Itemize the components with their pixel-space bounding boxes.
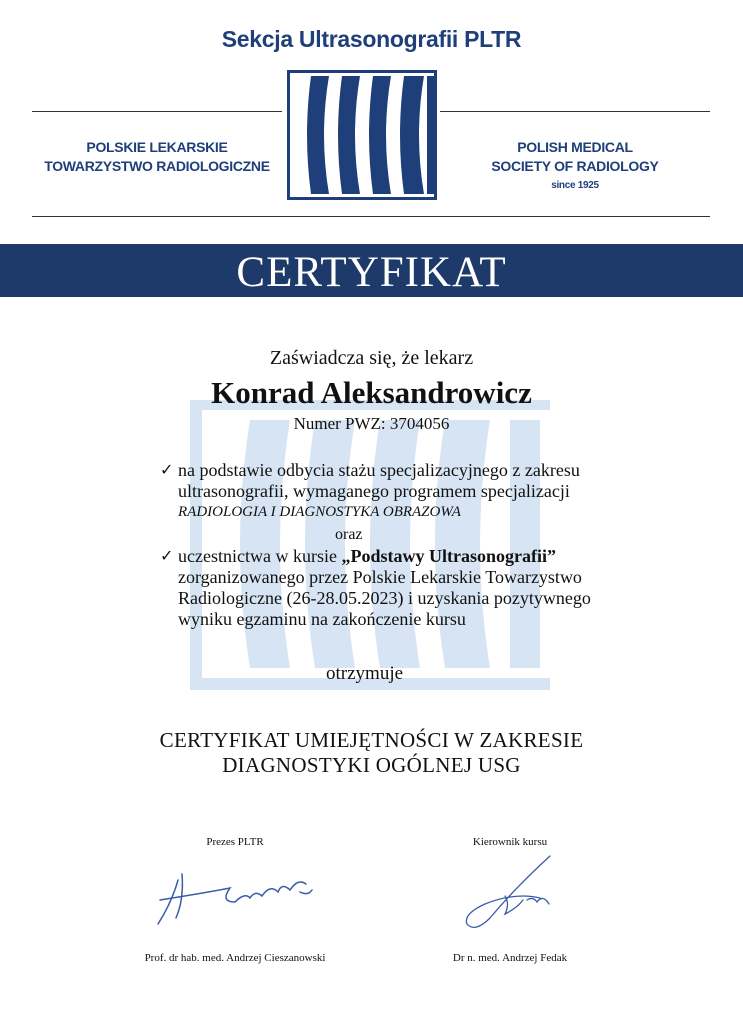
item2-line-4: wyniku egzaminu na zakończenie kursu [178,609,466,629]
certificate-name-line-1: CERTYFIKAT UMIEJĘTNOŚCI W ZAKRESIE [159,728,584,752]
course-name: „Podstawy Ultrasonografii” [341,546,556,566]
right-org-line-2: SOCIETY OF RADIOLOGY [491,158,659,174]
otrzymuje-text: otrzymuje [326,663,404,684]
watermark-logo [190,400,550,690]
left-signatory-name: Prof. dr hab. med. Andrzej Cieszanowski [144,952,326,964]
pwz-number: Numer PWZ: 3704056 [293,414,450,433]
item2-line-1-prefix: uczestnictwa w kursie [178,546,342,566]
left-signatory-role: Prezes PLTR [206,836,264,848]
qualification-item-2 [178,546,658,630]
right-signatory-role: Kierownik kursu [472,836,548,848]
certificate-name-line-2: DIAGNOSTYKI OGÓLNEJ USG [222,753,521,777]
item1-line-1: na podstawie odbycia stażu specjalizacyjnego z zakresu [178,460,580,480]
certificate-title: CERTYFIKAT [236,249,507,296]
right-signature [455,848,565,933]
pltr-logo-icon [287,70,437,200]
recipient-name: Konrad Aleksandrowicz [211,375,532,410]
intro-text: Zaświadcza się, że lekarz [269,347,474,369]
header-top-rule-left [32,111,282,112]
left-signature [150,862,320,932]
item2-line-1 [178,546,658,567]
item1-specialty: RADIOLOGIA I DIAGNOSTYKA OBRAZOWA [178,504,461,520]
qualification-item-1 [178,460,658,523]
checkmark-icon: ✓ [160,460,174,479]
right-signatory-name: Dr n. med. Andrzej Fedak [452,952,568,964]
item2-line-2: zorganizowanego przez Polskie Lekarskie Towarzystwo [178,567,582,587]
item2-line-3: Radiologiczne (26-28.05.2023) i uzyskania pozytywnego [178,588,591,608]
left-org-line-1: POLSKIE LEKARSKIE [86,139,228,155]
left-org-line-2: TOWARZYSTWO RADIOLOGICZNE [44,158,270,174]
left-org-name [32,138,282,176]
header-top-rule-right [440,111,710,112]
right-org-line-1: POLISH MEDICAL [517,139,633,155]
since-year: since 1925 [551,180,599,191]
section-title: Sekcja Ultrasonografii PLTR [221,26,522,52]
header-bottom-rule [32,216,710,217]
oraz-text: oraz [335,526,363,543]
right-org-name [440,138,710,195]
item1-line-2: ultrasonografii, wymaganego programem specjalizacji [178,481,570,501]
checkmark-icon: ✓ [160,546,174,565]
